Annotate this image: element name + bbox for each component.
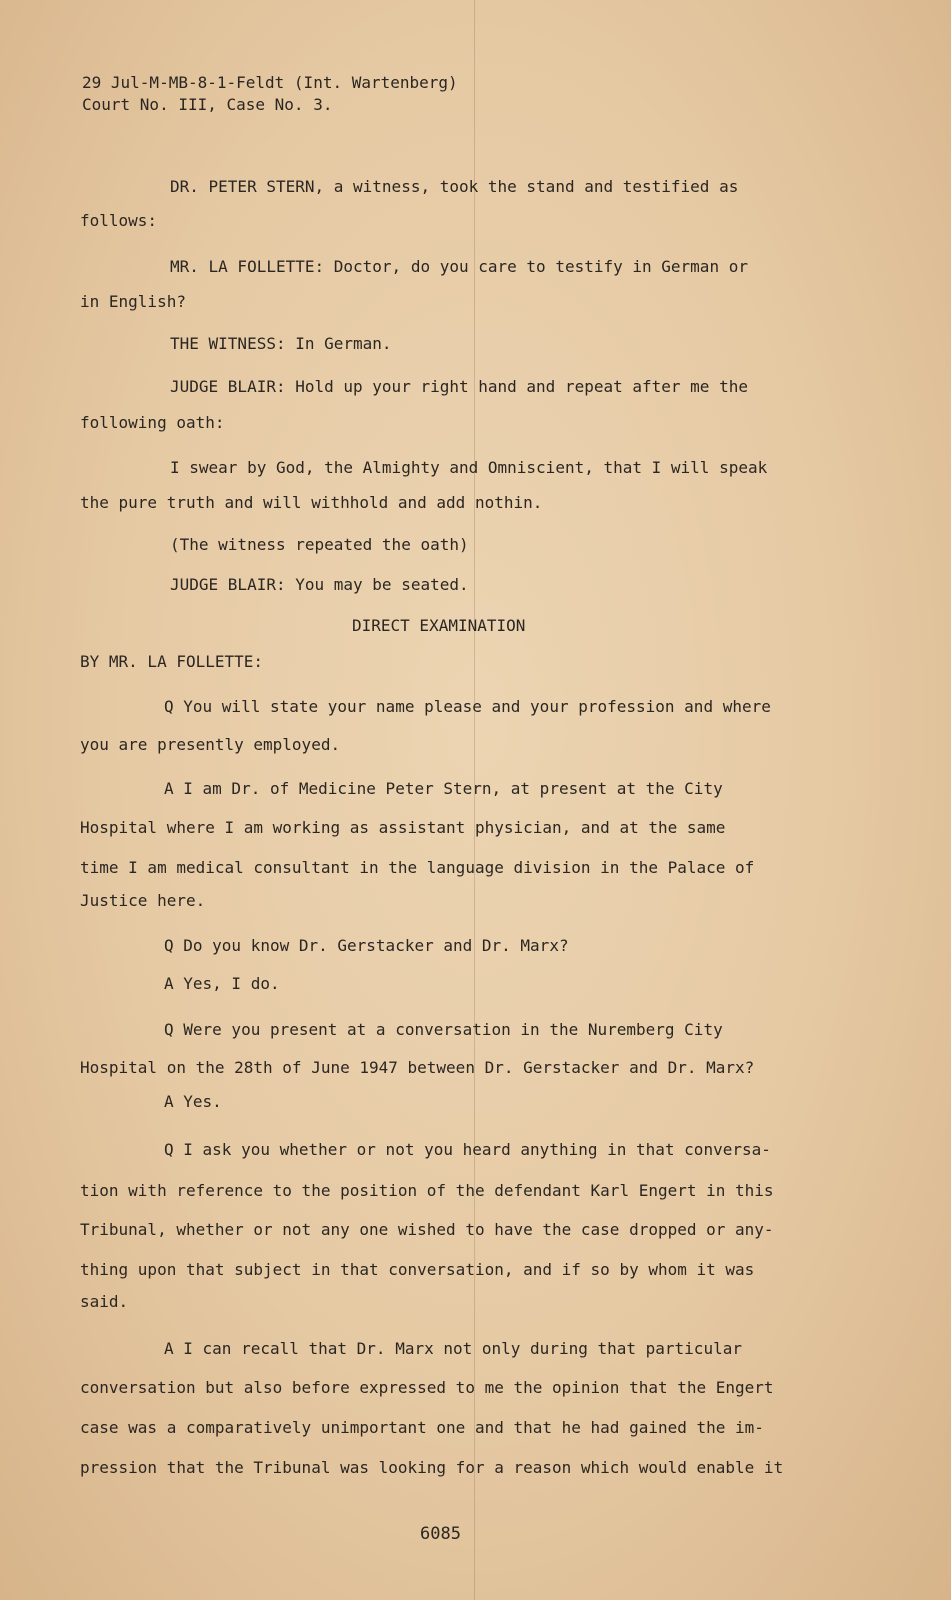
header-line-1: 29 Jul-M-MB-8-1-Feldt (Int. Wartenberg) bbox=[82, 73, 458, 92]
transcript-line: A Yes, I do. bbox=[164, 974, 280, 993]
transcript-line: case was a comparatively unimportant one and that he had gained the im- bbox=[80, 1418, 764, 1437]
transcript-line: Tribunal, whether or not any one wished to have the case dropped or any- bbox=[80, 1220, 774, 1239]
transcript-line: Q Do you know Dr. Gerstacker and Dr. Marx? bbox=[164, 936, 569, 955]
transcript-line: Hospital where I am working as assistant physician, and at the same bbox=[80, 818, 726, 837]
transcript-line: Q Were you present at a conversation in the Nuremberg City bbox=[164, 1020, 723, 1039]
transcript-line: (The witness repeated the oath) bbox=[170, 535, 469, 554]
transcript-line: BY MR. LA FOLLETTE: bbox=[80, 652, 264, 671]
transcript-line: A I can recall that Dr. Marx not only during that particular bbox=[164, 1339, 742, 1358]
transcript-line: A Yes. bbox=[164, 1092, 222, 1111]
transcript-line: Q I ask you whether or not you heard anything in that conversa- bbox=[164, 1140, 771, 1159]
transcript-line: JUDGE BLAIR: You may be seated. bbox=[170, 575, 469, 594]
transcript-line: I swear by God, the Almighty and Omniscient, that I will speak bbox=[170, 458, 768, 477]
transcript-line: pression that the Tribunal was looking for a reason which would enable it bbox=[80, 1458, 784, 1477]
transcript-line: following oath: bbox=[80, 413, 225, 432]
transcript-line: you are presently employed. bbox=[80, 735, 341, 754]
page-number: 6085 bbox=[420, 1524, 461, 1544]
transcript-line: MR. LA FOLLETTE: Doctor, do you care to testify in German or bbox=[170, 257, 748, 276]
transcript-line: follows: bbox=[80, 211, 158, 230]
transcript-line: Justice here. bbox=[80, 891, 206, 910]
transcript-line: in English? bbox=[80, 292, 186, 311]
transcript-line: conversation but also before expressed to me the opinion that the Engert bbox=[80, 1378, 774, 1397]
transcript-line: A I am Dr. of Medicine Peter Stern, at present at the City bbox=[164, 779, 723, 798]
transcript-line: Q You will state your name please and your profession and where bbox=[164, 697, 771, 716]
transcript-line: JUDGE BLAIR: Hold up your right hand and repeat after me the bbox=[170, 377, 748, 396]
section-heading: DIRECT EXAMINATION bbox=[352, 616, 526, 635]
header-line-2: Court No. III, Case No. 3. bbox=[82, 95, 333, 114]
transcript-line: time I am medical consultant in the language division in the Palace of bbox=[80, 858, 755, 877]
transcript-line: DR. PETER STERN, a witness, took the stand and testified as bbox=[170, 177, 739, 196]
page-fold-line bbox=[474, 0, 475, 1600]
transcript-line: tion with reference to the position of the defendant Karl Engert in this bbox=[80, 1181, 774, 1200]
transcript-line: thing upon that subject in that conversation, and if so by whom it was bbox=[80, 1260, 755, 1279]
transcript-line: said. bbox=[80, 1292, 129, 1311]
transcript-line: THE WITNESS: In German. bbox=[170, 334, 392, 353]
transcript-line: Hospital on the 28th of June 1947 between Dr. Gerstacker and Dr. Marx? bbox=[80, 1058, 755, 1077]
transcript-line: the pure truth and will withhold and add nothin. bbox=[80, 493, 543, 512]
document-header bbox=[82, 72, 458, 116]
